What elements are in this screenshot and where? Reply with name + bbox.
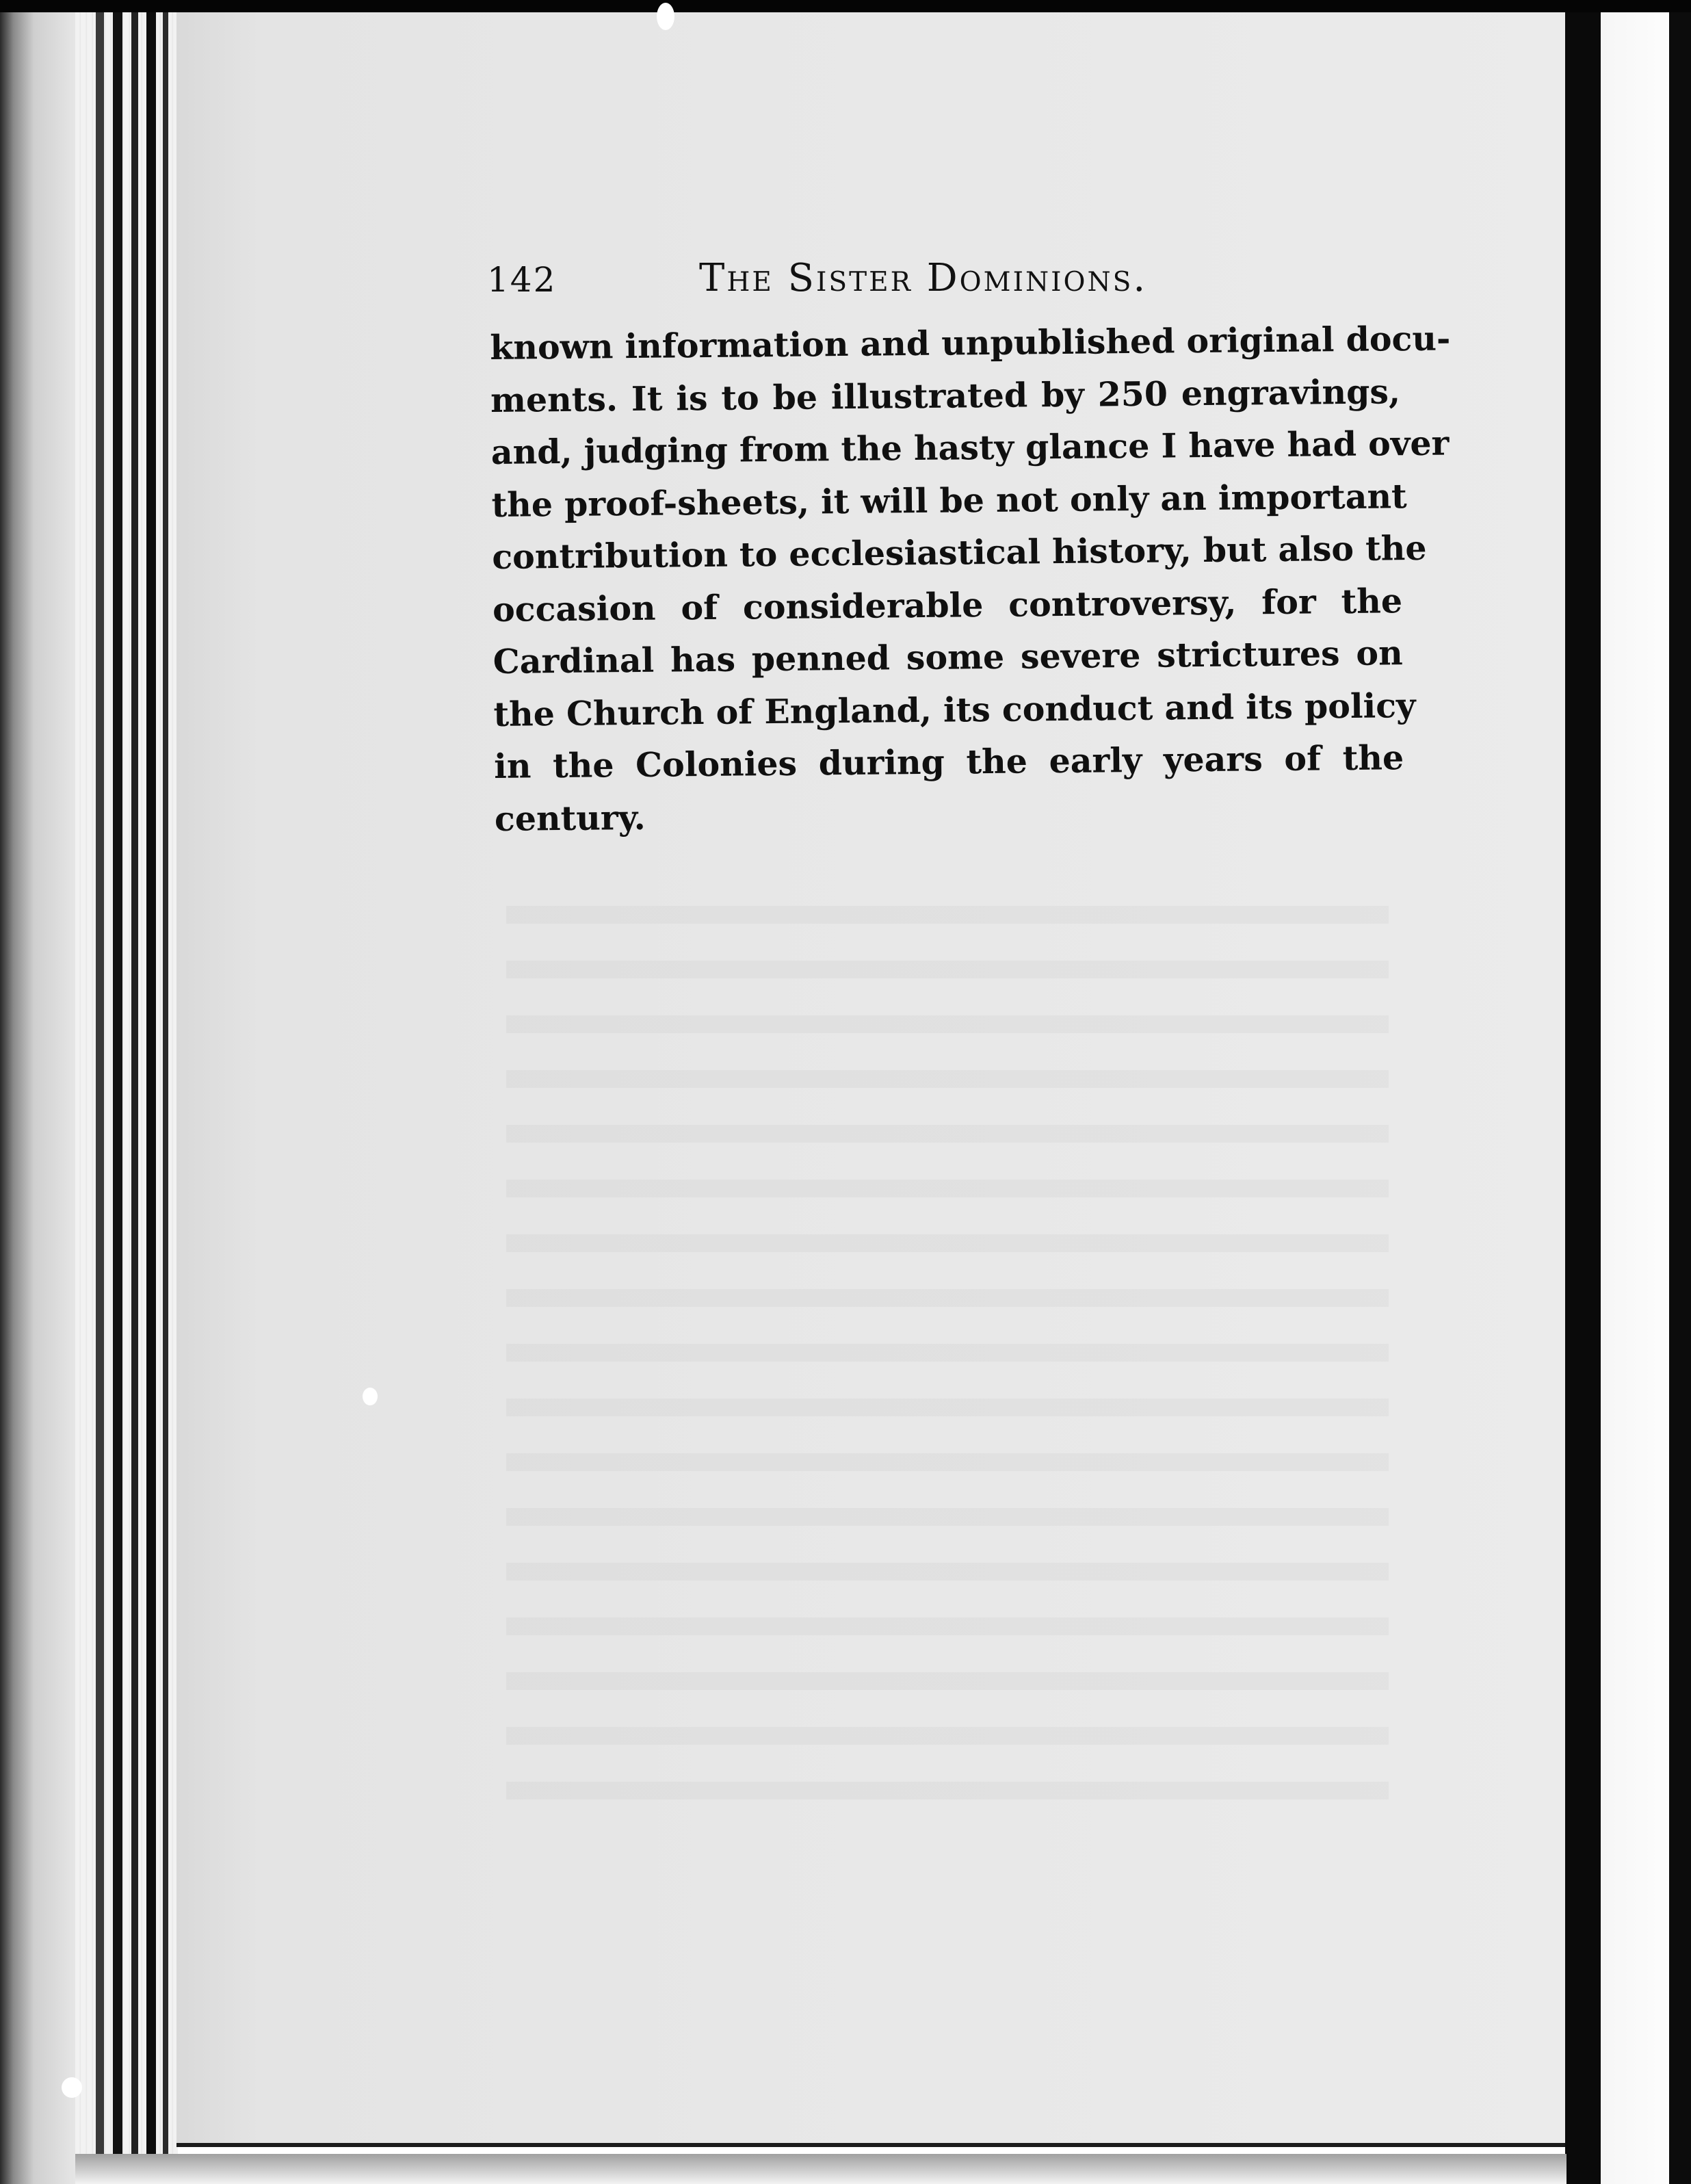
scan-speck bbox=[62, 2077, 82, 2098]
text-line: in the Colonies during the early years of the bbox=[493, 738, 1404, 786]
text-line: contribution to ecclesiastical history, but also the bbox=[492, 528, 1427, 577]
left-book-edge-shadow bbox=[0, 0, 75, 2184]
body-paragraph bbox=[490, 313, 1451, 845]
text-line: century. bbox=[494, 797, 646, 839]
text-line: the Church of England, its conduct and its policy bbox=[493, 685, 1416, 734]
text-line: occasion of considerable controversy, for the bbox=[492, 580, 1403, 629]
scan-speck bbox=[363, 1388, 378, 1405]
running-title: The Sister Dominions. bbox=[699, 256, 1148, 300]
text-line: ments. It is to be illustrated by 250 engravings, bbox=[490, 371, 1401, 420]
page-edge-line bbox=[113, 12, 122, 2161]
right-book-spine bbox=[1565, 0, 1601, 2184]
page-header bbox=[487, 253, 1404, 308]
right-scan-border bbox=[1669, 0, 1691, 2184]
text-line: the proof-sheets, it will be not only an important bbox=[491, 476, 1407, 525]
text-line: and, judging from the hasty glance I have had over bbox=[490, 423, 1450, 472]
page-edge-line bbox=[146, 12, 156, 2161]
page-edge-line bbox=[131, 12, 138, 2161]
page-number: 142 bbox=[487, 260, 557, 300]
bottom-page-edge bbox=[75, 2154, 1567, 2184]
text-line: Cardinal has penned some severe strictures on bbox=[493, 633, 1403, 681]
top-scan-border bbox=[0, 0, 1691, 12]
page-edge-line bbox=[96, 12, 104, 2161]
text-line: known information and unpublished original docu- bbox=[490, 318, 1451, 367]
show-through-text bbox=[506, 876, 1389, 1799]
page-edge-line bbox=[163, 12, 168, 2161]
scan-speck bbox=[657, 3, 674, 30]
